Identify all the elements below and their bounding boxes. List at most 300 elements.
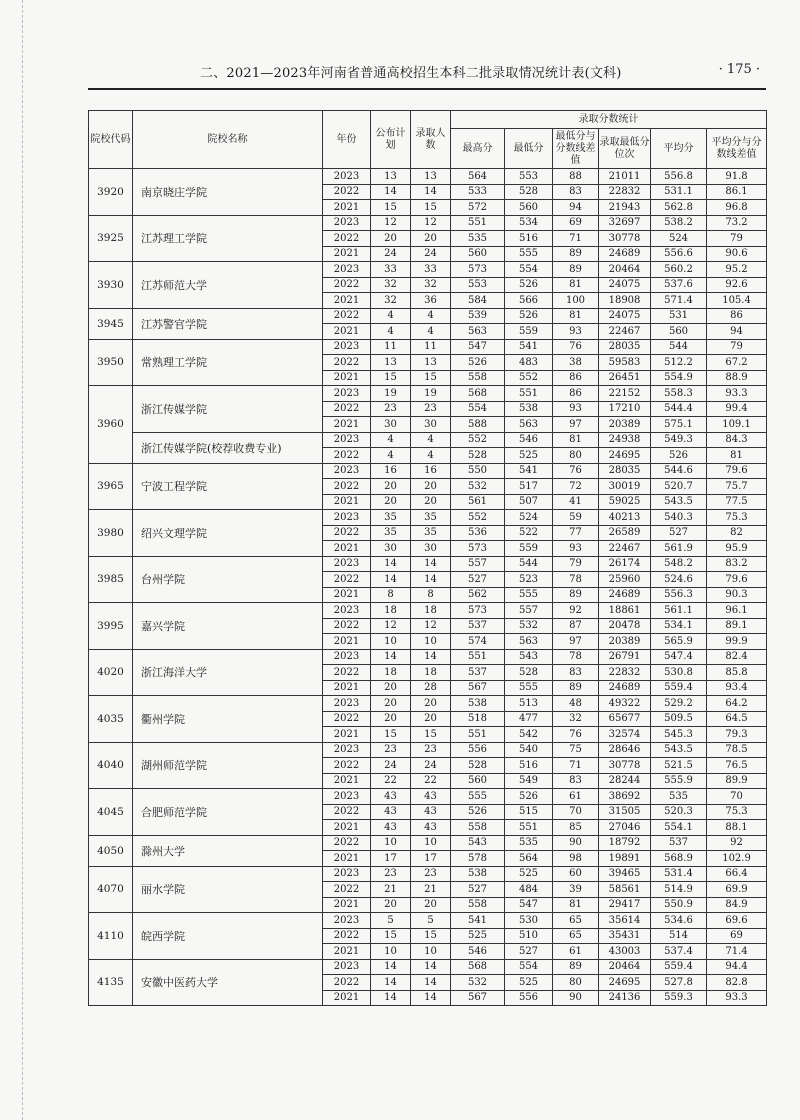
avg-diff-cell: 79: [707, 339, 767, 355]
plan-cell: 14: [371, 990, 411, 1006]
min-rank-cell: 31505: [599, 804, 651, 820]
avg-diff-cell: 84.3: [707, 432, 767, 448]
avg-diff-cell: 82: [707, 525, 767, 541]
year-cell: 2022: [323, 572, 371, 588]
table-row: [89, 262, 767, 278]
min-score-cell: 534: [505, 215, 553, 231]
avg-score-cell: 545.3: [651, 727, 707, 743]
header-plan: 公布计划: [371, 111, 411, 169]
max-score-cell: 541: [451, 913, 505, 929]
admitted-cell: 21: [411, 882, 451, 898]
header-admitted: 录取人数: [411, 111, 451, 169]
plan-cell: 14: [371, 556, 411, 572]
max-score-cell: 573: [451, 541, 505, 557]
year-cell: 2023: [323, 866, 371, 882]
max-score-cell: 573: [451, 262, 505, 278]
avg-diff-cell: 81: [707, 448, 767, 464]
avg-score-cell: 524.6: [651, 572, 707, 588]
avg-diff-cell: 99.9: [707, 634, 767, 650]
min-rank-cell: 20464: [599, 262, 651, 278]
avg-diff-cell: 94: [707, 324, 767, 340]
admitted-cell: 35: [411, 510, 451, 526]
year-cell: 2022: [323, 928, 371, 944]
plan-cell: 15: [371, 727, 411, 743]
plan-cell: 23: [371, 401, 411, 417]
table-row: [89, 215, 767, 231]
admitted-cell: 18: [411, 665, 451, 681]
min-diff-cell: 83: [553, 773, 599, 789]
plan-cell: 14: [371, 959, 411, 975]
avg-diff-cell: 96.1: [707, 603, 767, 619]
plan-cell: 19: [371, 386, 411, 402]
avg-score-cell: 544.4: [651, 401, 707, 417]
year-cell: 2022: [323, 711, 371, 727]
avg-score-cell: 534.1: [651, 618, 707, 634]
min-score-cell: 555: [505, 680, 553, 696]
avg-diff-cell: 76.5: [707, 758, 767, 774]
plan-cell: 24: [371, 758, 411, 774]
avg-diff-cell: 75.3: [707, 510, 767, 526]
year-cell: 2023: [323, 169, 371, 185]
min-rank-cell: 18861: [599, 603, 651, 619]
year-cell: 2021: [323, 200, 371, 216]
min-score-cell: 516: [505, 231, 553, 247]
min-score-cell: 510: [505, 928, 553, 944]
min-diff-cell: 93: [553, 401, 599, 417]
plan-cell: 20: [371, 711, 411, 727]
min-rank-cell: 24689: [599, 587, 651, 603]
table-row: [89, 556, 767, 572]
year-cell: 2022: [323, 882, 371, 898]
max-score-cell: 553: [451, 277, 505, 293]
header-max: 最高分: [451, 129, 505, 169]
admitted-cell: 12: [411, 618, 451, 634]
max-score-cell: 557: [451, 556, 505, 572]
min-rank-cell: 39465: [599, 866, 651, 882]
admitted-cell: 12: [411, 215, 451, 231]
avg-score-cell: 526: [651, 448, 707, 464]
max-score-cell: 526: [451, 355, 505, 371]
avg-diff-cell: 78.5: [707, 742, 767, 758]
min-diff-cell: 89: [553, 680, 599, 696]
min-score-cell: 526: [505, 308, 553, 324]
avg-score-cell: 531.1: [651, 184, 707, 200]
avg-diff-cell: 92.6: [707, 277, 767, 293]
year-cell: 2023: [323, 959, 371, 975]
avg-score-cell: 540.3: [651, 510, 707, 526]
avg-score-cell: 544: [651, 339, 707, 355]
year-cell: 2023: [323, 463, 371, 479]
year-cell: 2022: [323, 401, 371, 417]
plan-cell: 30: [371, 417, 411, 433]
table-row: [89, 913, 767, 929]
table-row: [89, 959, 767, 975]
min-score-cell: 515: [505, 804, 553, 820]
table-body: [89, 169, 767, 1006]
admitted-cell: 20: [411, 479, 451, 495]
min-rank-cell: 20389: [599, 417, 651, 433]
admitted-cell: 36: [411, 293, 451, 309]
year-cell: 2023: [323, 742, 371, 758]
min-diff-cell: 39: [553, 882, 599, 898]
max-score-cell: 547: [451, 339, 505, 355]
min-diff-cell: 81: [553, 308, 599, 324]
college-code: 3980: [89, 510, 133, 557]
year-cell: 2021: [323, 293, 371, 309]
min-score-cell: 483: [505, 355, 553, 371]
year-cell: 2022: [323, 804, 371, 820]
min-diff-cell: 93: [553, 541, 599, 557]
avg-score-cell: 527.8: [651, 975, 707, 991]
avg-diff-cell: 89.9: [707, 773, 767, 789]
avg-diff-cell: 90.6: [707, 246, 767, 262]
min-diff-cell: 75: [553, 742, 599, 758]
page-title: 二、2021—2023年河南省普通高校招生本科二批录取情况统计表(文科): [200, 66, 622, 81]
year-cell: 2022: [323, 975, 371, 991]
min-diff-cell: 71: [553, 758, 599, 774]
avg-score-cell: 559.4: [651, 680, 707, 696]
avg-diff-cell: 90.3: [707, 587, 767, 603]
avg-diff-cell: 69.6: [707, 913, 767, 929]
college-name: 江苏理工学院: [133, 215, 323, 262]
avg-diff-cell: 64.2: [707, 696, 767, 712]
max-score-cell: 526: [451, 804, 505, 820]
table-row: [89, 866, 767, 882]
min-score-cell: 553: [505, 169, 553, 185]
min-rank-cell: 20389: [599, 634, 651, 650]
min-diff-cell: 65: [553, 913, 599, 929]
avg-score-cell: 560: [651, 324, 707, 340]
min-rank-cell: 24689: [599, 680, 651, 696]
college-name: 皖西学院: [133, 913, 323, 960]
table-row: [89, 835, 767, 851]
plan-cell: 10: [371, 944, 411, 960]
plan-cell: 20: [371, 696, 411, 712]
min-diff-cell: 32: [553, 711, 599, 727]
admitted-cell: 10: [411, 944, 451, 960]
avg-score-cell: 556.8: [651, 169, 707, 185]
min-rank-cell: 20478: [599, 618, 651, 634]
college-code: 3925: [89, 215, 133, 262]
min-score-cell: 556: [505, 990, 553, 1006]
min-rank-cell: 40213: [599, 510, 651, 526]
min-score-cell: 535: [505, 835, 553, 851]
admitted-cell: 32: [411, 277, 451, 293]
college-name: 嘉兴学院: [133, 603, 323, 650]
header-rule: [88, 88, 766, 90]
max-score-cell: 567: [451, 680, 505, 696]
plan-cell: 14: [371, 975, 411, 991]
min-rank-cell: 19891: [599, 851, 651, 867]
min-diff-cell: 72: [553, 479, 599, 495]
min-rank-cell: 26589: [599, 525, 651, 541]
header-min-diff: 最低分与分数线差值: [553, 129, 599, 169]
college-code: 3960: [89, 386, 133, 464]
header-avg-diff: 平均分与分数线差值: [707, 129, 767, 169]
year-cell: 2023: [323, 696, 371, 712]
avg-diff-cell: 69: [707, 928, 767, 944]
max-score-cell: 588: [451, 417, 505, 433]
year-cell: 2021: [323, 990, 371, 1006]
min-rank-cell: 24695: [599, 975, 651, 991]
year-cell: 2023: [323, 386, 371, 402]
min-score-cell: 530: [505, 913, 553, 929]
min-score-cell: 525: [505, 975, 553, 991]
avg-score-cell: 558.3: [651, 386, 707, 402]
min-score-cell: 544: [505, 556, 553, 572]
plan-cell: 30: [371, 541, 411, 557]
year-cell: 2022: [323, 618, 371, 634]
min-rank-cell: 29417: [599, 897, 651, 913]
min-diff-cell: 70: [553, 804, 599, 820]
avg-score-cell: 543.5: [651, 494, 707, 510]
plan-cell: 15: [371, 928, 411, 944]
min-score-cell: 524: [505, 510, 553, 526]
max-score-cell: 558: [451, 370, 505, 386]
min-diff-cell: 61: [553, 944, 599, 960]
min-rank-cell: 21943: [599, 200, 651, 216]
year-cell: 2021: [323, 494, 371, 510]
avg-diff-cell: 69.9: [707, 882, 767, 898]
avg-diff-cell: 79.6: [707, 572, 767, 588]
max-score-cell: 533: [451, 184, 505, 200]
min-diff-cell: 76: [553, 339, 599, 355]
admitted-cell: 15: [411, 200, 451, 216]
admitted-cell: 15: [411, 727, 451, 743]
admitted-cell: 35: [411, 525, 451, 541]
college-name: 浙江海洋大学: [133, 649, 323, 696]
plan-cell: 14: [371, 649, 411, 665]
max-score-cell: 518: [451, 711, 505, 727]
min-score-cell: 477: [505, 711, 553, 727]
college-code: 4135: [89, 959, 133, 1006]
college-name: 衢州学院: [133, 696, 323, 743]
min-diff-cell: 61: [553, 789, 599, 805]
min-score-cell: 538: [505, 401, 553, 417]
min-diff-cell: 69: [553, 215, 599, 231]
min-diff-cell: 60: [553, 866, 599, 882]
max-score-cell: 550: [451, 463, 505, 479]
header-code: 院校代码: [89, 111, 133, 169]
min-score-cell: 563: [505, 417, 553, 433]
min-diff-cell: 81: [553, 432, 599, 448]
min-score-cell: 546: [505, 432, 553, 448]
avg-score-cell: 529.2: [651, 696, 707, 712]
admitted-cell: 23: [411, 742, 451, 758]
avg-score-cell: 556.6: [651, 246, 707, 262]
max-score-cell: 556: [451, 742, 505, 758]
plan-cell: 13: [371, 355, 411, 371]
page-header: [200, 62, 760, 84]
college-name: 安徽中医药大学: [133, 959, 323, 1006]
min-rank-cell: 30778: [599, 231, 651, 247]
min-score-cell: 516: [505, 758, 553, 774]
admitted-cell: 14: [411, 556, 451, 572]
min-score-cell: 551: [505, 386, 553, 402]
min-diff-cell: 100: [553, 293, 599, 309]
min-diff-cell: 88: [553, 169, 599, 185]
year-cell: 2023: [323, 262, 371, 278]
avg-diff-cell: 88.9: [707, 370, 767, 386]
min-diff-cell: 48: [553, 696, 599, 712]
avg-diff-cell: 73.2: [707, 215, 767, 231]
max-score-cell: 552: [451, 432, 505, 448]
admitted-cell: 20: [411, 231, 451, 247]
max-score-cell: 560: [451, 773, 505, 789]
admission-statistics-table: [88, 110, 767, 1006]
min-diff-cell: 38: [553, 355, 599, 371]
min-score-cell: 541: [505, 463, 553, 479]
avg-score-cell: 554.1: [651, 820, 707, 836]
max-score-cell: 584: [451, 293, 505, 309]
avg-diff-cell: 92: [707, 835, 767, 851]
min-diff-cell: 94: [553, 200, 599, 216]
year-cell: 2022: [323, 308, 371, 324]
plan-cell: 8: [371, 587, 411, 603]
min-rank-cell: 35614: [599, 913, 651, 929]
table-row: [89, 463, 767, 479]
avg-score-cell: 559.3: [651, 990, 707, 1006]
avg-diff-cell: 84.9: [707, 897, 767, 913]
min-rank-cell: 26451: [599, 370, 651, 386]
min-rank-cell: 49322: [599, 696, 651, 712]
admitted-cell: 5: [411, 913, 451, 929]
min-score-cell: 523: [505, 572, 553, 588]
plan-cell: 15: [371, 370, 411, 386]
college-name: 南京晓庄学院: [133, 169, 323, 216]
admitted-cell: 28: [411, 680, 451, 696]
avg-score-cell: 538.2: [651, 215, 707, 231]
avg-score-cell: 537: [651, 835, 707, 851]
min-rank-cell: 18792: [599, 835, 651, 851]
admitted-cell: 4: [411, 432, 451, 448]
avg-diff-cell: 86: [707, 308, 767, 324]
min-diff-cell: 77: [553, 525, 599, 541]
max-score-cell: 551: [451, 649, 505, 665]
avg-score-cell: 571.4: [651, 293, 707, 309]
table-row: [89, 308, 767, 324]
max-score-cell: 555: [451, 789, 505, 805]
avg-score-cell: 559.4: [651, 959, 707, 975]
min-rank-cell: 17210: [599, 401, 651, 417]
plan-cell: 17: [371, 851, 411, 867]
year-cell: 2021: [323, 851, 371, 867]
college-code: 3995: [89, 603, 133, 650]
admitted-cell: 43: [411, 804, 451, 820]
college-name: 浙江传媒学院: [133, 386, 323, 433]
admitted-cell: 15: [411, 370, 451, 386]
year-cell: 2021: [323, 541, 371, 557]
admitted-cell: 18: [411, 603, 451, 619]
min-diff-cell: 89: [553, 262, 599, 278]
min-rank-cell: 24695: [599, 448, 651, 464]
min-rank-cell: 18908: [599, 293, 651, 309]
avg-diff-cell: 99.4: [707, 401, 767, 417]
min-score-cell: 552: [505, 370, 553, 386]
max-score-cell: 532: [451, 975, 505, 991]
college-code: 4020: [89, 649, 133, 696]
plan-cell: 43: [371, 820, 411, 836]
college-code: 4045: [89, 789, 133, 836]
admitted-cell: 14: [411, 990, 451, 1006]
year-cell: 2021: [323, 680, 371, 696]
max-score-cell: 564: [451, 169, 505, 185]
year-cell: 2023: [323, 603, 371, 619]
min-diff-cell: 78: [553, 649, 599, 665]
admitted-cell: 33: [411, 262, 451, 278]
max-score-cell: 551: [451, 215, 505, 231]
avg-score-cell: 524: [651, 231, 707, 247]
admitted-cell: 30: [411, 541, 451, 557]
avg-score-cell: 531: [651, 308, 707, 324]
min-diff-cell: 90: [553, 835, 599, 851]
min-rank-cell: 32697: [599, 215, 651, 231]
table-row: [89, 789, 767, 805]
avg-diff-cell: 82.4: [707, 649, 767, 665]
max-score-cell: 538: [451, 696, 505, 712]
min-rank-cell: 22832: [599, 184, 651, 200]
admitted-cell: 14: [411, 975, 451, 991]
min-diff-cell: 76: [553, 463, 599, 479]
admitted-cell: 24: [411, 246, 451, 262]
min-score-cell: 555: [505, 587, 553, 603]
year-cell: 2022: [323, 835, 371, 851]
min-diff-cell: 81: [553, 897, 599, 913]
college-code: 4040: [89, 742, 133, 789]
plan-cell: 15: [371, 200, 411, 216]
admitted-cell: 43: [411, 789, 451, 805]
min-diff-cell: 92: [553, 603, 599, 619]
avg-score-cell: 537.6: [651, 277, 707, 293]
college-code: 3950: [89, 339, 133, 386]
min-rank-cell: 58561: [599, 882, 651, 898]
year-cell: 2023: [323, 913, 371, 929]
admitted-cell: 4: [411, 308, 451, 324]
min-diff-cell: 93: [553, 324, 599, 340]
avg-diff-cell: 70: [707, 789, 767, 805]
header-avg: 平均分: [651, 129, 707, 169]
plan-cell: 23: [371, 866, 411, 882]
plan-cell: 20: [371, 494, 411, 510]
year-cell: 2022: [323, 525, 371, 541]
admitted-cell: 17: [411, 851, 451, 867]
plan-cell: 11: [371, 339, 411, 355]
min-rank-cell: 32574: [599, 727, 651, 743]
avg-diff-cell: 82.8: [707, 975, 767, 991]
college-code: 4050: [89, 835, 133, 866]
avg-score-cell: 550.9: [651, 897, 707, 913]
table-header: [89, 111, 767, 169]
max-score-cell: 558: [451, 820, 505, 836]
plan-cell: 4: [371, 324, 411, 340]
max-score-cell: 574: [451, 634, 505, 650]
admitted-cell: 13: [411, 355, 451, 371]
min-score-cell: 526: [505, 789, 553, 805]
avg-diff-cell: 83.2: [707, 556, 767, 572]
max-score-cell: 568: [451, 386, 505, 402]
plan-cell: 20: [371, 479, 411, 495]
plan-cell: 18: [371, 665, 411, 681]
plan-cell: 4: [371, 308, 411, 324]
college-name: 江苏警官学院: [133, 308, 323, 339]
min-rank-cell: 35431: [599, 928, 651, 944]
plan-cell: 35: [371, 510, 411, 526]
admitted-cell: 4: [411, 324, 451, 340]
college-code: 3945: [89, 308, 133, 339]
avg-diff-cell: 67.2: [707, 355, 767, 371]
min-rank-cell: 30778: [599, 758, 651, 774]
plan-cell: 24: [371, 246, 411, 262]
